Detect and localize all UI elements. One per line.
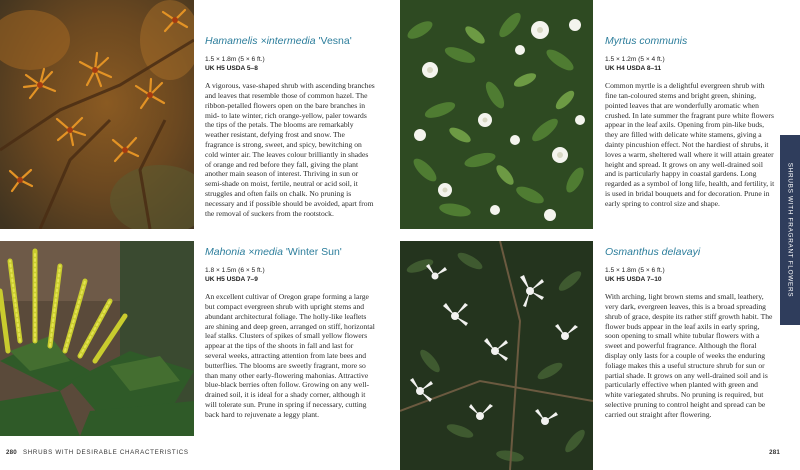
plant-genus: Myrtus [605, 35, 637, 47]
right-page-footer [769, 449, 786, 456]
entry-osmanthus [605, 246, 775, 420]
plant-name [605, 35, 775, 47]
plant-description: With arching, light brown stems and small, leathery, very dark, evergreen leaves, this is a broad spreading shrub of grace, despite its rather stiff growth habit. The flower buds appear in the leaf axils in early spring, soon opening to small white tubular flowers with a sweet and powerful fragrance. Although the floral display only lasts for a couple of weeks the enduring foliage makes this a useful structure shrub for sun or partial shade. It grows on any well-drained soil and is particularly effective when planted with green and white variegated shrubs. No pruning is required, but selective pruning to control height and spread can be carried out straight after flowering. [605, 292, 773, 419]
plant-cultivar: 'Vesna' [318, 35, 352, 47]
plant-description: Common myrtle is a delightful evergreen shrub with fine tan-coloured stems and bright green, shining, pointed leaves that are wonderfully aromatic when crushed. In late summer the fragrant pure white flowers appear in the leaf axils. Opening from pin-like buds, they are filled with delicate white stamens, giving a dainty pincushion effect. Not the hardiest of shrubs, it loves a warm, sheltered wall where it will attain greater height and spread. It grows on any well-drained soil and is particularly happy in coastal gardens. Long regarded as a symbol of long life, health, and fertility, it is used in bridal bouquets and for decoration. Prune in early spring to control size and shape. [605, 81, 775, 208]
plant-name [205, 35, 375, 47]
plant-hardiness: UK H5 USDA 7–10 [605, 275, 662, 283]
entry-hamamelis [205, 35, 375, 218]
plant-name [205, 246, 375, 258]
plant-hardiness: UK H4 USDA 8–11 [605, 64, 662, 72]
plant-size: 1.5 × 1.8m (5 × 6 ft.) [605, 267, 665, 274]
plant-species: delavayi [661, 246, 701, 258]
plant-size: 1.5 × 1.2m (5 × 4 ft.) [605, 56, 665, 63]
running-head: SHRUBS WITH DESIRABLE CHARACTERISTICS [22, 449, 189, 456]
plant-hardiness: UK H5 USDA 7–9 [205, 275, 258, 283]
plant-specs [605, 267, 775, 284]
plant-species: ×intermedia [260, 35, 316, 47]
plant-specs [605, 56, 775, 73]
plant-hardiness: UK H5 USDA 5–8 [205, 64, 258, 72]
plant-species: communis [639, 35, 688, 47]
plant-specs [205, 56, 375, 73]
plant-size: 1.8 × 1.5m (6 × 5 ft.) [205, 267, 265, 274]
myrtus-photo [400, 0, 593, 229]
page-number: 280 [6, 449, 17, 456]
hamamelis-photo [0, 0, 194, 229]
plant-description: A vigorous, vase-shaped shrub with ascending branches and leaves that resemble those of common hazel. The ribbon-petalled flowers open on the bare branches in mid- to late winter, rich orange-yellow, paler towards the tips of the petals. The blooms are remarkably weather resistant, defying frost and snow. The fragrance is strong, sweet, and spicy, bewitching on cold winter air. The leaves colour brilliantly in shades of orange and red before they fall, giving the plant another main season of interest. Thriving in sun or semi-shade on moist, fertile, neutral or acid soil, it struggles and often fails on chalk. No pruning is necessary and if possible should be avoided, apart from the removal of suckers from the rootstock. [205, 81, 375, 218]
plant-genus: Mahonia [205, 246, 246, 258]
plant-genus: Osmanthus [605, 246, 659, 258]
entry-mahonia [205, 246, 375, 420]
plant-specs [205, 267, 375, 284]
entry-myrtus [605, 35, 775, 209]
mahonia-photo [0, 241, 194, 436]
plant-cultivar: 'Winter Sun' [285, 246, 342, 258]
plant-species: ×media [248, 246, 283, 258]
left-page-footer [6, 449, 189, 456]
plant-genus: Hamamelis [205, 35, 258, 47]
osmanthus-photo [400, 241, 593, 470]
section-tab [780, 135, 800, 325]
plant-name [605, 246, 775, 258]
section-tab-label: SHRUBS WITH FRAGRANT FLOWERS [786, 162, 794, 298]
page-number: 281 [769, 449, 780, 456]
plant-description: An excellent cultivar of Oregon grape forming a large but compact evergreen shrub with upright stems and abundant architectural foliage. The holly-like leaflets are shining and deep green, arranged on stiff, horizontal leaf stalks. Clusters of spikes of small yellow flowers appear at the tips of the shoots in fall and last for several weeks, attracting attention from late bees and butterflies. The blooms are sweetly fragrant, more so than many other early-flowering mahonias. Attractive blue-black berries often follow. Growing on any well-drained soil, it is ideal for a shady corner, although it will tolerate sun. Prune in spring if necessary, cutting back hard to rejuvenate a leggy plant. [205, 292, 375, 419]
plant-size: 1.5 × 1.8m (5 × 6 ft.) [205, 56, 265, 63]
